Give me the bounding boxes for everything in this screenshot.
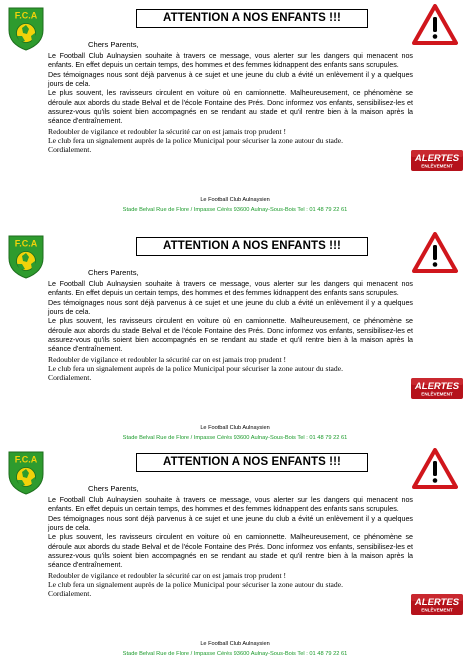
flyer-copy-2 [0,230,470,445]
alerte-enlevement-icon [411,378,463,399]
alerte-word: ALERTES [414,153,460,164]
closing-line: Cordialement. [48,373,92,383]
signature-name: Football Club Aulnaysien [208,425,270,431]
signature-prefix: Le [200,197,207,203]
flyer-copy-1 [0,2,470,217]
alerte-word: ALERTES [414,381,460,392]
message-body [48,280,413,383]
club-logo-text: F.C.A [14,454,38,465]
flyer-copy-3 [0,446,470,661]
signature [0,641,470,647]
warning-triangle-icon [412,448,458,490]
flyer-title: ATTENTION A NOS ENFANTS !!! [136,237,368,256]
police-line: Le club fera un signalement auprès de la police Municipal pour sécuriser la zone autour du stade. [48,580,343,590]
vigilance-line: Redoubler de vigilance et redoubler la sécurité car on est jamais trop prudent ! [48,570,287,580]
club-logo-text: F.C.A [14,238,38,249]
flyer-title: ATTENTION A NOS ENFANTS !!! [136,453,368,472]
club-logo-text: F.C.A [14,10,38,21]
paragraph-details: Le plus souvent, les ravisseurs circulent en voiture où en camionnette. Malheureusement, ce phénomène se déroule aux abords du stade Belval et de l'école Fontaine des Prés. Donc informez vos enfants, sensibilisez-les et assurez-vous qu'ils soient bien accompagnés en se rendant au stade et qu'il rentre bien à la maison après la séance d'entraînement. [48,533,413,570]
greeting: Chers Parents, [88,484,139,493]
signature [0,425,470,431]
alerte-word: ALERTES [414,597,460,608]
message-body [48,52,413,155]
paragraph-testimony: Des témoignages nous sont déjà parvenus à ce sujet et une jeune du club a évité un enlèvement il y a quelques jours de cela. [48,298,413,317]
warning-triangle-icon [412,4,458,46]
paragraph-details: Le plus souvent, les ravisseurs circulent en voiture où en camionnette. Malheureusement, ce phénomène se déroule aux abords du stade Belval et de l'école Fontaine des Prés. Donc informez vos enfants, sensibilisez-les et assurez-vous qu'ils soient bien accompagnés en se rendant au stade et qu'il rentre bien à la maison après la séance d'entraînement. [48,317,413,354]
closing-line: Cordialement. [48,589,92,599]
signature-name: Football Club Aulnaysien [208,197,270,203]
signature-name: Football Club Aulnaysien [208,641,270,647]
paragraph-details: Le plus souvent, les ravisseurs circulent en voiture où en camionnette. Malheureusement, ce phénomène se déroule aux abords du stade Belval et de l'école Fontaine des Prés. Donc informez vos enfants, sensibilisez-les et assurez-vous qu'ils soient bien accompagnés en se rendant au stade et qu'il rentre bien à la maison après la séance d'entraînement. [48,89,413,126]
greeting: Chers Parents, [88,40,139,49]
paragraph-intro: Le Football Club Aulnaysien souhaite à travers ce message, vous alerter sur les dangers qui menacent nos enfants. En effet depuis un certain temps, des hommes et des femmes kidnappent des enfants sans scrupules. [48,496,413,514]
police-line: Le club fera un signalement auprès de la police Municipal pour sécuriser la zone autour du stade. [48,136,343,146]
flyer-title: ATTENTION A NOS ENFANTS !!! [136,9,368,28]
signature [0,197,470,203]
vigilance-line: Redoubler de vigilance et redoubler la sécurité car on est jamais trop prudent ! [48,126,287,136]
club-logo-icon [6,234,46,280]
closing-line: Cordialement. [48,145,92,155]
alerte-subword: ENLÈVEMENT [421,391,453,397]
alerte-subword: ENLÈVEMENT [421,607,453,613]
club-address: Stade Belval Rue de Flore / Impasse Cérès 93600 Aulnay-Sous-Bois Tel : 01 48 79 22 61 [122,651,348,657]
police-line: Le club fera un signalement auprès de la police Municipal pour sécuriser la zone autour du stade. [48,364,343,374]
signature-prefix: Le [200,425,207,431]
club-logo-icon [6,450,46,496]
greeting: Chers Parents, [88,268,139,277]
message-body [48,496,413,599]
paragraph-intro: Le Football Club Aulnaysien souhaite à travers ce message, vous alerter sur les dangers qui menacent nos enfants. En effet depuis un certain temps, des hommes et des femmes kidnappent des enfants sans scrupules. [48,52,413,70]
club-logo-icon [6,6,46,52]
paragraph-intro: Le Football Club Aulnaysien souhaite à travers ce message, vous alerter sur les dangers qui menacent nos enfants. En effet depuis un certain temps, des hommes et des femmes kidnappent des enfants sans scrupules. [48,280,413,298]
vigilance-line: Redoubler de vigilance et redoubler la sécurité car on est jamais trop prudent ! [48,354,287,364]
paragraph-testimony: Des témoignages nous sont déjà parvenus à ce sujet et une jeune du club a évité un enlèvement il y a quelques jours de cela. [48,514,413,533]
alerte-enlevement-icon [411,150,463,171]
warning-triangle-icon [412,232,458,274]
signature-prefix: Le [200,641,207,647]
club-address: Stade Belval Rue de Flore / Impasse Cérès 93600 Aulnay-Sous-Bois Tel : 01 48 79 22 61 [122,207,348,213]
paragraph-testimony: Des témoignages nous sont déjà parvenus à ce sujet et une jeune du club a évité un enlèvement il y a quelques jours de cela. [48,70,413,89]
alerte-subword: ENLÈVEMENT [421,163,453,169]
alerte-enlevement-icon [411,594,463,615]
club-address: Stade Belval Rue de Flore / Impasse Cérès 93600 Aulnay-Sous-Bois Tel : 01 48 79 22 61 [122,435,348,441]
